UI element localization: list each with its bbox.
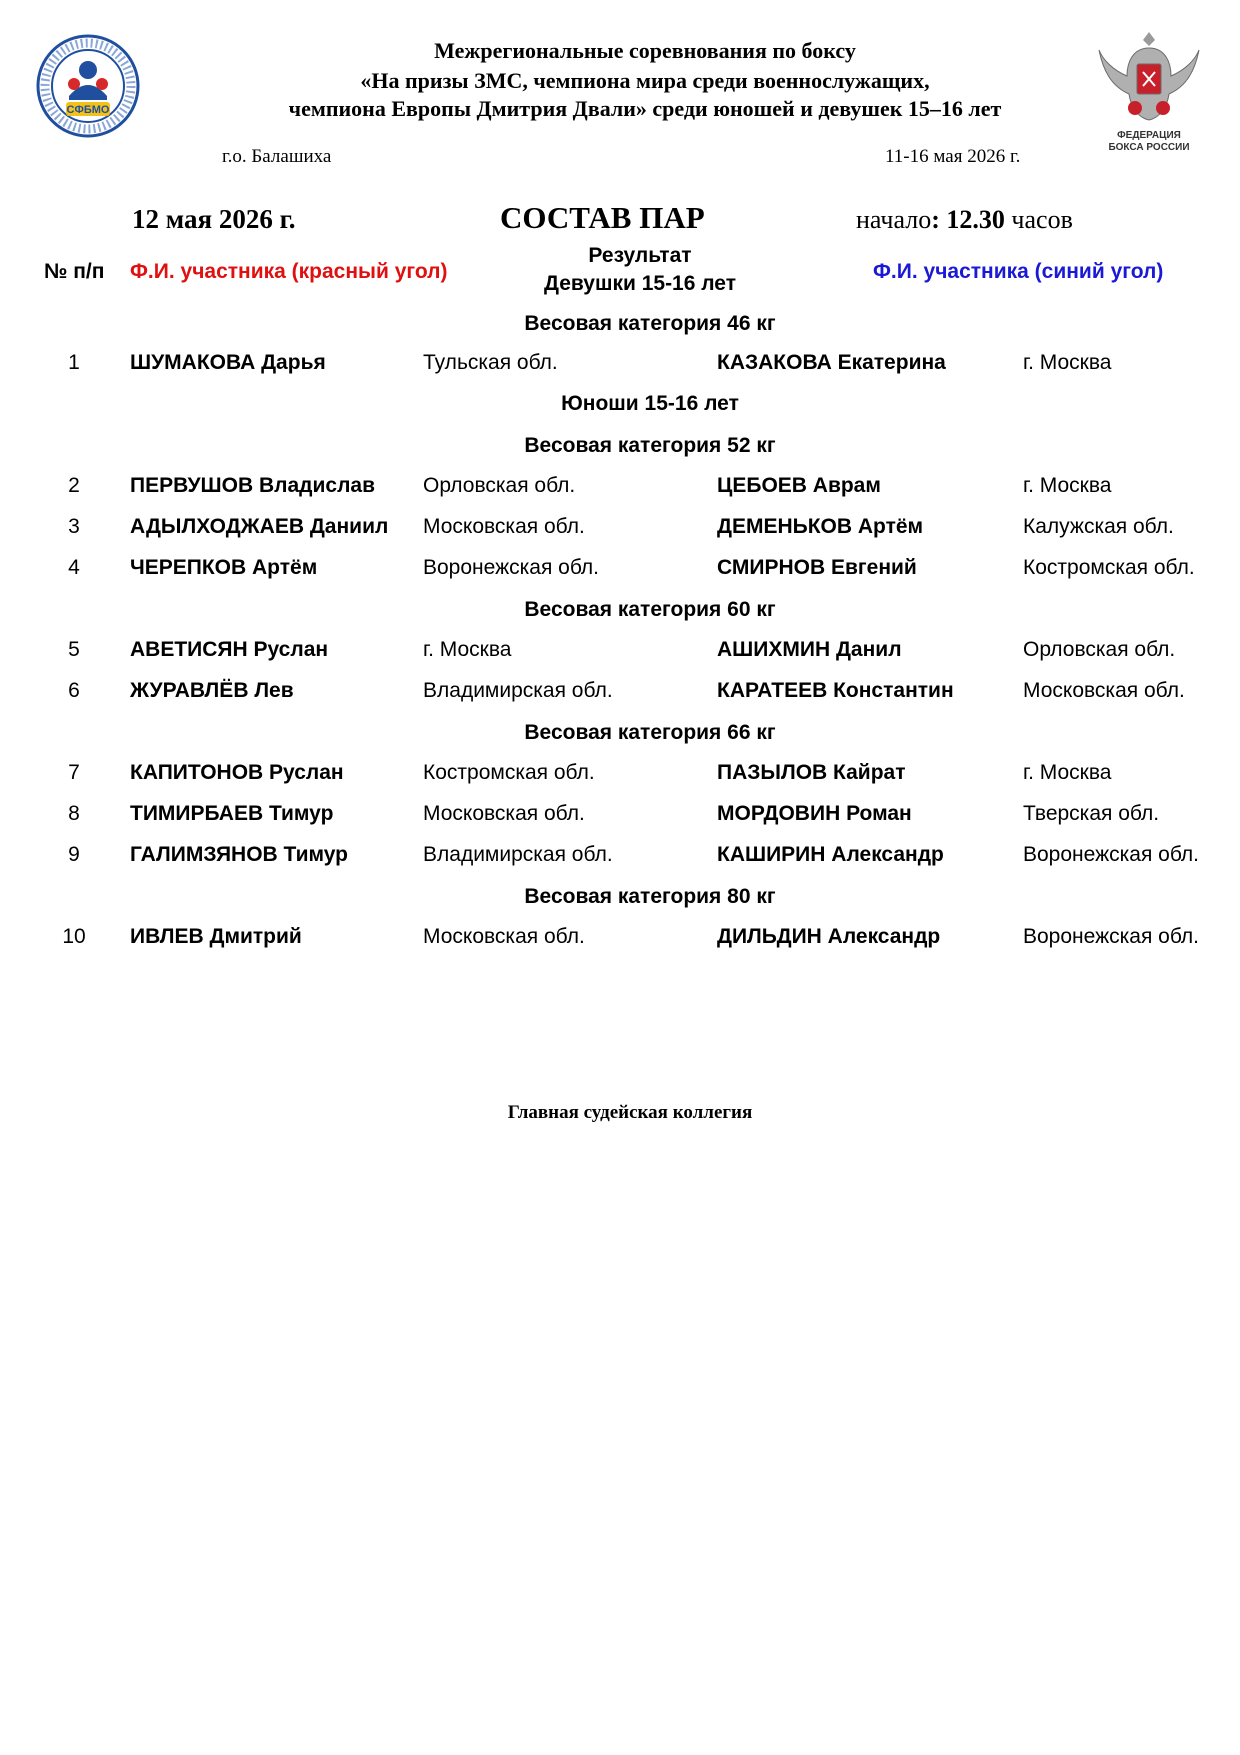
bout-number: 4: [68, 556, 80, 579]
weight-category-46: Весовая категория 46 кг: [524, 312, 776, 335]
column-header-number: № п/п: [44, 260, 105, 283]
bout-number: 10: [62, 925, 86, 948]
red-boxer-region: Московская обл.: [423, 925, 585, 948]
column-header-result: Результат: [588, 244, 692, 267]
group-heading-girls: Девушки 15-16 лет: [543, 272, 736, 295]
blue-boxer-region: г. Москва: [1023, 761, 1112, 784]
blue-boxer-name: СМИРНОВ Евгений: [717, 556, 917, 579]
bout-row: [0, 843, 1240, 873]
column-header-red-corner: Ф.И. участника (красный угол): [130, 260, 448, 283]
weight-category-80: Весовая категория 80 кг: [524, 885, 776, 908]
start-label: начало: [856, 205, 932, 234]
blue-boxer-region: Воронежская обл.: [1023, 925, 1200, 948]
bout-row: [0, 679, 1240, 709]
blue-boxer-region: Орловская обл.: [1023, 638, 1176, 661]
start-colon: :: [931, 205, 940, 234]
bout-row: [0, 761, 1240, 791]
red-boxer-region: Московская обл.: [423, 802, 585, 825]
red-boxer-name: ШУМАКОВА Дарья: [130, 351, 326, 374]
rbf-logo-line2: БОКСА РОССИИ: [1108, 142, 1190, 153]
blue-boxer-name: ПАЗЫЛОВ Кайрат: [717, 761, 906, 784]
weight-category-52: Весовая категория 52 кг: [524, 434, 776, 457]
bout-row: [0, 925, 1240, 955]
bout-row: [0, 515, 1240, 545]
red-boxer-name: АВЕТИСЯН Руслан: [130, 638, 329, 661]
blue-boxer-name: ДЕМЕНЬКОВ Артём: [717, 515, 924, 538]
red-boxer-name: АДЫЛХОДЖАЕВ Даниил: [130, 515, 389, 538]
blue-boxer-name: КАШИРИН Александр: [717, 843, 944, 866]
red-boxer-name: ИВЛЕВ Дмитрий: [130, 925, 302, 948]
red-boxer-name: ЧЕРЕПКОВ Артём: [130, 556, 318, 579]
document-title: СОСТАВ ПАР: [500, 200, 705, 235]
red-boxer-region: Тульская обл.: [423, 351, 558, 374]
bout-number: 8: [68, 802, 80, 825]
bout-row: [0, 638, 1240, 668]
red-boxer-region: г. Москва: [423, 638, 512, 661]
sfbmo-logo: [36, 34, 140, 138]
blue-boxer-region: Калужская обл.: [1023, 515, 1174, 538]
group-heading-boys: Юноши 15-16 лет: [561, 392, 739, 415]
bout-number: 7: [68, 761, 80, 784]
blue-boxer-name: КАРАТЕЕВ Константин: [717, 679, 954, 702]
bout-number: 5: [68, 638, 80, 661]
bout-row: [0, 351, 1240, 381]
red-boxer-region: Московская обл.: [423, 515, 585, 538]
bout-number: 3: [68, 515, 80, 538]
bout-row: [0, 474, 1240, 504]
blue-boxer-name: АШИХМИН Данил: [717, 638, 902, 661]
weight-category-66: Весовая категория 66 кг: [524, 721, 776, 744]
column-header-blue-corner: Ф.И. участника (синий угол): [873, 260, 1164, 283]
weight-category-60: Весовая категория 60 кг: [524, 598, 776, 621]
blue-boxer-region: г. Москва: [1023, 474, 1112, 497]
blue-boxer-region: Костромская обл.: [1023, 556, 1195, 579]
red-boxer-region: Костромская обл.: [423, 761, 595, 784]
event-title-line-3: чемпиона Европы Дмитрия Двали» среди юношей и девушек 15–16 лет: [288, 96, 1002, 121]
blue-boxer-name: ЦЕБОЕВ Аврам: [717, 474, 881, 497]
event-title-line-2: «На призы ЗМС, чемпиона мира среди военнослужащих,: [360, 68, 930, 93]
blue-boxer-name: МОРДОВИН Роман: [717, 802, 912, 825]
blue-boxer-region: г. Москва: [1023, 351, 1112, 374]
session-day: 12 мая 2026 г.: [132, 204, 296, 234]
red-boxer-region: Владимирская обл.: [423, 679, 613, 702]
chief-judges-panel: Главная судейская коллегия: [507, 1102, 753, 1123]
red-boxer-region: Воронежская обл.: [423, 556, 600, 579]
red-boxer-name: КАПИТОНОВ Руслан: [130, 761, 344, 784]
blue-boxer-region: Тверская обл.: [1023, 802, 1160, 825]
start-time: [856, 205, 1073, 235]
event-city: г.о. Балашиха: [222, 146, 332, 167]
blue-boxer-region: Московская обл.: [1023, 679, 1185, 702]
red-boxer-name: ТИМИРБАЕВ Тимур: [130, 802, 334, 825]
rbf-logo-line1: ФЕДЕРАЦИЯ: [1117, 130, 1181, 141]
red-boxer-region: Орловская обл.: [423, 474, 576, 497]
bout-number: 1: [68, 351, 80, 374]
start-unit: часов: [1011, 205, 1073, 234]
red-boxer-name: ПЕРВУШОВ Владислав: [130, 474, 376, 497]
red-boxer-name: ГАЛИМЗЯНОВ Тимур: [130, 843, 348, 866]
blue-boxer-name: КАЗАКОВА Екатерина: [717, 351, 946, 374]
bout-number: 2: [68, 474, 80, 497]
bout-row: [0, 556, 1240, 586]
bout-row: [0, 802, 1240, 832]
bout-number: 6: [68, 679, 80, 702]
red-boxer-region: Владимирская обл.: [423, 843, 613, 866]
blue-boxer-name: ДИЛЬДИН Александр: [717, 925, 941, 948]
event-dates: 11-16 мая 2026 г.: [885, 146, 1021, 167]
start-time-value: 12.30: [946, 205, 1005, 234]
event-title-line-1: Межрегиональные соревнования по боксу: [434, 38, 856, 63]
blue-boxer-region: Воронежская обл.: [1023, 843, 1200, 866]
sfbmo-logo-text: СФБМО: [66, 104, 110, 116]
bout-number: 9: [68, 843, 80, 866]
red-boxer-name: ЖУРАВЛЁВ Лев: [130, 679, 294, 702]
